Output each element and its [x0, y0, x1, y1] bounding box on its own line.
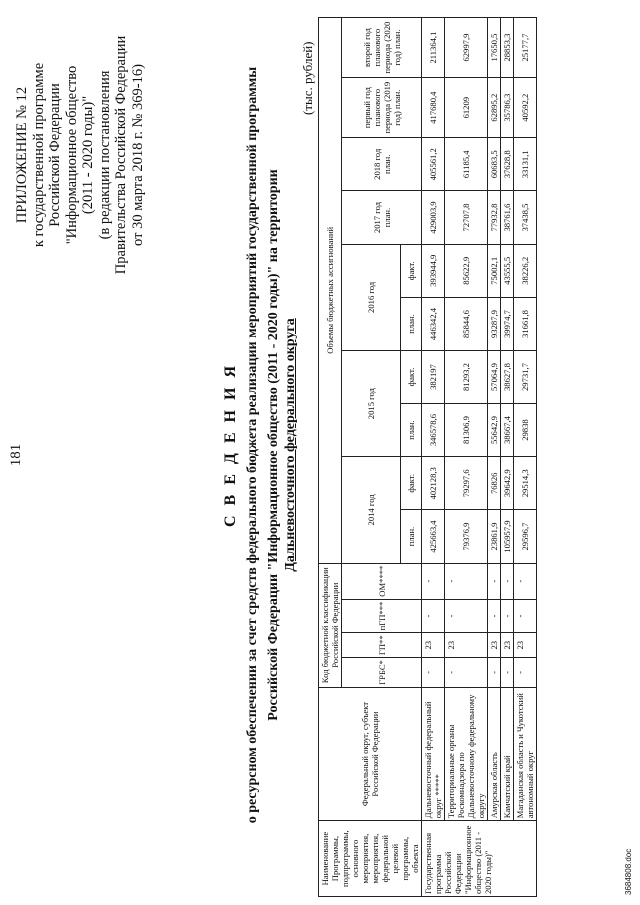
funding-table [318, 17, 537, 897]
header-name: Наименование Программы, подпрограммы, основного мероприятия, мероприятия, федеральной целевой программы, объекта [319, 821, 422, 897]
value-cell: 60683,5 [488, 138, 501, 191]
value-cell: 39974,7 [501, 297, 514, 350]
value-cell: 23861,9 [488, 510, 501, 563]
value-cell: 25177,7 [514, 18, 537, 78]
value-cell: 85622,9 [445, 244, 488, 297]
value-cell: 105957,9 [501, 510, 514, 563]
annex-line: (в редакции постановления [96, 70, 113, 240]
value-cell: 28853,3 [501, 18, 514, 78]
value-cell: 393944,9 [422, 244, 445, 297]
value-cell: 61185,4 [445, 138, 488, 191]
grbs-cell: - [445, 658, 488, 688]
table-row [488, 18, 501, 897]
om-cell: - [501, 563, 514, 599]
annex-line: ПРИЛОЖЕНИЕ № 12 [14, 86, 30, 224]
value-cell: 38627,8 [501, 351, 514, 404]
value-cell: 446342,4 [422, 297, 445, 350]
grbs-cell: - [422, 658, 445, 688]
header-volumes: Объемы бюджетных ассигнований [319, 18, 342, 564]
header-2019: первый год планового периода (2019 год) план. [342, 78, 422, 138]
header-grbs: ГРБС* [342, 658, 422, 688]
value-cell: 417680,4 [422, 78, 445, 138]
district-cell: Территориальные органы Роскомнадзора по Дальневосточному федеральному округу [445, 687, 488, 820]
value-cell: 35786,3 [501, 78, 514, 138]
table-row [501, 18, 514, 897]
value-cell: 57064,9 [488, 351, 501, 404]
page-number: 181 [8, 443, 24, 467]
header-district: Федеральный округ, субъект Российской Федерации [319, 687, 422, 820]
header-fact: факт. [400, 351, 422, 404]
value-cell: 29838 [514, 403, 537, 456]
value-cell: 211364,1 [422, 18, 445, 78]
value-cell: 72707,8 [445, 191, 488, 244]
om-cell: - [445, 563, 488, 599]
title-line-1: о ресурсном обеспечении за счет средств федерального бюджета реализации мероприятий государственной программы [245, 66, 260, 824]
value-cell: 37628,8 [501, 138, 514, 191]
value-cell: 33131,1 [514, 138, 537, 191]
value-cell: 402128,3 [422, 457, 445, 510]
header-2020: второй год планового периода (2020 год) план. [342, 18, 422, 78]
unit-label: (тыс. рублей) [300, 41, 315, 115]
value-cell: 93287,9 [488, 297, 501, 350]
annex-line: Правительства Российской Федерации [113, 35, 129, 275]
om-cell: - [514, 563, 537, 599]
annex-line: Российской Федерации [47, 83, 63, 227]
value-cell: 429003,9 [422, 191, 445, 244]
grbs-cell: - [514, 658, 537, 688]
pgp-cell: - [422, 599, 445, 633]
header-budget-code: Код бюджетной классификации Российской Федерации [319, 563, 342, 687]
value-cell: 346578,6 [422, 403, 445, 456]
district-cell: Магаданская область и Чукотский автономный округ [514, 687, 537, 820]
pgp-cell: - [445, 599, 488, 633]
program-name-cell: Государственная программа Российской Федерации "Информационное общество (2011 - 2020 годы)" [422, 821, 537, 897]
value-cell: 17650,5 [488, 18, 501, 78]
pgp-cell: - [514, 599, 537, 633]
district-cell: Амурская область [488, 687, 501, 820]
value-cell: 75002,1 [488, 244, 501, 297]
value-cell: 405561,2 [422, 138, 445, 191]
om-cell: - [422, 563, 445, 599]
header-2015: 2015 год [342, 351, 401, 457]
header-row [319, 18, 342, 897]
value-cell: 81306,9 [445, 403, 488, 456]
om-cell: - [488, 563, 501, 599]
value-cell: 62895,2 [488, 78, 501, 138]
annex-block [14, 5, 146, 305]
header-2016: 2016 год [342, 244, 401, 350]
grbs-cell: - [488, 658, 501, 688]
district-cell: Камчатский край [501, 687, 514, 820]
district-cell: Дальневосточный федеральный округ ***** [422, 687, 445, 820]
title-line-2: Российской Федерации "Информационное общество (2011 - 2020 годы)" на территории [266, 169, 281, 721]
document-title [222, 25, 299, 865]
value-cell: 38226,2 [514, 244, 537, 297]
gp-cell: 23 [501, 633, 514, 658]
header-pgp: пГП*** [342, 599, 422, 633]
annex-line: к государственной программе [30, 62, 47, 248]
annex-line: (2011 - 2020 годы)" [80, 95, 96, 215]
gp-cell: 23 [445, 633, 488, 658]
value-cell: 77932,8 [488, 191, 501, 244]
title-line-3: Дальневосточного федерального округа [283, 318, 298, 572]
annex-line: от 30 марта 2018 г. № 369-16) [129, 64, 146, 246]
value-cell: 76826 [488, 457, 501, 510]
value-cell: 38761,6 [501, 191, 514, 244]
value-cell: 29731,7 [514, 351, 537, 404]
value-cell: 40592,2 [514, 78, 537, 138]
title-heading: С В Е Д Е Н И Я [222, 362, 239, 528]
header-plan: план. [400, 403, 422, 456]
value-cell: 85844,6 [445, 297, 488, 350]
value-cell: 382197 [422, 351, 445, 404]
value-cell: 79297,6 [445, 457, 488, 510]
header-om: ОМ**** [342, 563, 422, 599]
value-cell: 37438,5 [514, 191, 537, 244]
value-cell: 55642,9 [488, 403, 501, 456]
gp-cell: 23 [422, 633, 445, 658]
footer-filename: 3684808.doc [624, 848, 633, 895]
value-cell: 29514,3 [514, 457, 537, 510]
value-cell: 39642,9 [501, 457, 514, 510]
header-2017: 2017 год план. [342, 191, 422, 244]
value-cell: 81293,2 [445, 351, 488, 404]
value-cell: 38667,4 [501, 403, 514, 456]
table-row [445, 18, 488, 897]
pgp-cell: - [488, 599, 501, 633]
header-plan: план. [400, 510, 422, 563]
value-cell: 29596,7 [514, 510, 537, 563]
gp-cell: 23 [514, 633, 537, 658]
value-cell: 62997,9 [445, 18, 488, 78]
header-2014: 2014 год [342, 457, 401, 563]
gp-cell: 23 [488, 633, 501, 658]
header-plan: план. [400, 297, 422, 350]
header-fact: факт. [400, 244, 422, 297]
header-fact: факт. [400, 457, 422, 510]
header-gp: ГП** [342, 633, 422, 658]
header-2018: 2018 год план. [342, 138, 422, 191]
pgp-cell: - [501, 599, 514, 633]
table-row [514, 18, 537, 897]
value-cell: 43555,5 [501, 244, 514, 297]
grbs-cell: - [501, 658, 514, 688]
value-cell: 79376,9 [445, 510, 488, 563]
value-cell: 425663,4 [422, 510, 445, 563]
value-cell: 31661,8 [514, 297, 537, 350]
table-row [422, 18, 445, 897]
value-cell: 61209 [445, 78, 488, 138]
annex-line: "Информационное общество [63, 65, 80, 245]
